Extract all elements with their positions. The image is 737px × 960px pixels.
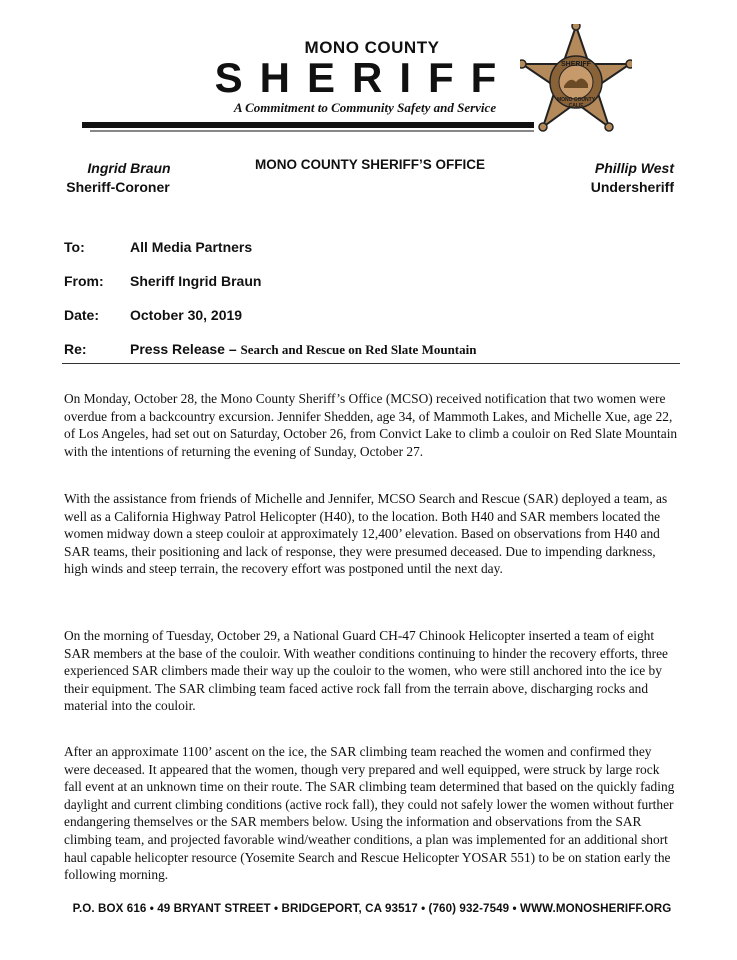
memo-from-label: From:: [64, 273, 104, 289]
undersheriff-title: Undersheriff: [590, 179, 674, 195]
footer-address: P.O. BOX 616 • 49 BRYANT STREET • BRIDGEPORT, CA 93517 • (760) 932-7549 • WWW.MONOSHERIFF.ORG: [72, 902, 672, 915]
memo-from-value: Sheriff Ingrid Braun: [130, 273, 262, 289]
office-title: MONO COUNTY SHERIFF’S OFFICE: [254, 157, 485, 172]
memo-re-prefix: Press Release –: [130, 341, 237, 357]
memo-re-subject: Search and Rescue on Red Slate Mountain: [240, 342, 477, 357]
memo-date-value: October 30, 2019: [130, 307, 243, 323]
sheriff-name: Ingrid Braun: [87, 160, 171, 176]
letterhead-sheriff: SHERIFF: [214, 54, 514, 101]
letterhead-tagline: A Commitment to Community Safety and Service: [233, 100, 497, 115]
badge-text-state: CALIF: [568, 103, 584, 109]
body-paragraph-3: On the morning of Tuesday, October 29, a National Guard CH-47 Chinook Helicopter inserted a team of eight SAR members at the base of the couloir. With weather conditions continuing to hinder the recovery efforts, three experienced SAR climbers made their way up the couloir to the women, who were still anchored into the ice by their equipment. The SAR climbing team faced active rock fall from the terrain above, discharging rocks and material into the couloir.: [64, 628, 668, 714]
memo-divider: [62, 363, 680, 364]
memo-re-label: Re:: [64, 341, 87, 357]
memo-to-value: All Media Partners: [130, 239, 253, 255]
memo-date-label: Date:: [64, 307, 100, 323]
body-paragraph-2: With the assistance from friends of Michelle and Jennifer, MCSO Search and Rescue (SAR) deployed a team, as well as a California Highway Patrol Helicopter (H40), to the location. Both H40 and SAR members located the women midway down a steep couloir at approximately 12,400’ elevation. Based on observations from H40 and SAR teams, their positioning and lack of response, they were presumed deceased. Due to impending darkness, high winds and steep terrain, the recovery effort was postponed until the next day.: [64, 491, 668, 577]
memo-to-label: To:: [64, 239, 85, 255]
sheriff-star-icon: [520, 24, 632, 154]
letterhead-rule: [82, 122, 534, 128]
letterhead-rule-shadow: [90, 130, 534, 132]
sheriff-title: Sheriff-Coroner: [66, 179, 170, 195]
sheriff-badge: [520, 24, 632, 154]
memo-re-value: [130, 341, 476, 358]
undersheriff-name: Phillip West: [594, 160, 674, 176]
body-paragraph-1: On Monday, October 28, the Mono County Sheriff’s Office (MCSO) received notification that two women were overdue from a backcountry excursion. Jennifer Shedden, age 34, of Mammoth Lakes, and Michelle Xue, age 22, of Los Angeles, had set out on Saturday, October 26, from Convict Lake to climb a couloir on Red Slate Mountain with the intentions of returning the evening of Sunday, October 27.: [64, 391, 678, 459]
badge-text-bottom: MONO COUNTY: [556, 97, 596, 103]
body-paragraph-4: After an approximate 1100’ ascent on the ice, the SAR climbing team reached the women and confirmed they were deceased. It appeared that the women, though very prepared and well equipped, were struck by large rock fall event at an unknown time on their route. The SAR climbing team determined that based on the quickly fading daylight and current climbing conditions (active rock fall), they could not safely lower the women without further endangering themselves or the SAR members below. Using the information and observations from the SAR climbing team, and projected favorable wind/weather conditions, a plan was implemented for an additional short haul capable helicopter resource (Yosemite Search and Rescue Helicopter YOSAR 551) to be on station early the following morning.: [64, 744, 675, 883]
badge-text-top: SHERIFF: [561, 61, 591, 68]
letterhead-county: MONO COUNTY: [304, 38, 440, 57]
